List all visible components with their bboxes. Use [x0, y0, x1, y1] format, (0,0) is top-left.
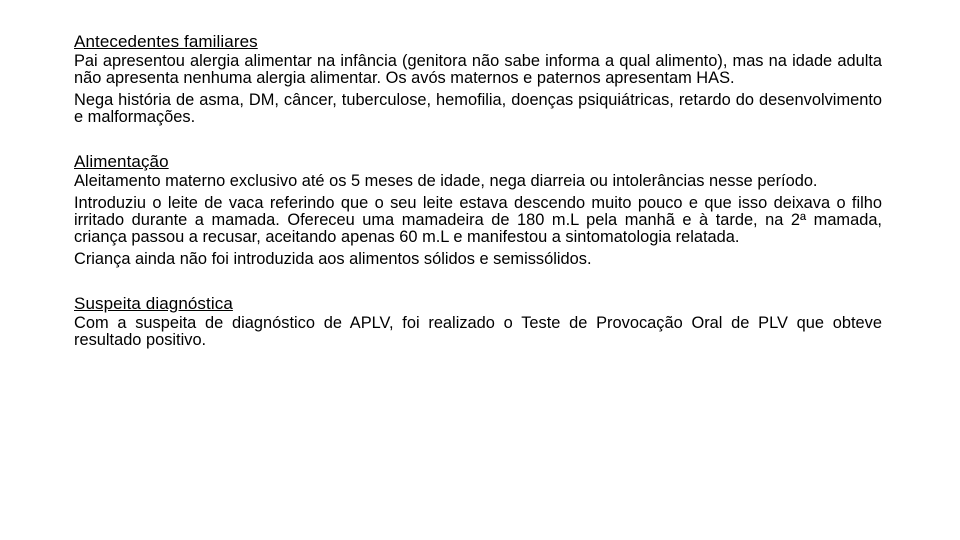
- section-feeding: [74, 152, 882, 268]
- paragraph: Com a suspeita de diagnóstico de APLV, foi realizado o Teste de Provocação Oral de PLV que obteve resultado positivo.: [74, 314, 882, 349]
- section-diagnostic-suspicion: [74, 294, 882, 349]
- section-heading: Suspeita diagnóstica: [74, 294, 233, 313]
- slide-content: [74, 32, 882, 349]
- paragraph: Nega história de asma, DM, câncer, tuberculose, hemofilia, doenças psiquiátricas, retardo do desenvolvimento e malformações.: [74, 91, 882, 126]
- paragraph: Criança ainda não foi introduzida aos alimentos sólidos e semissólidos.: [74, 250, 592, 268]
- section-heading: Alimentação: [74, 152, 169, 171]
- section-family-history: [74, 32, 882, 126]
- section-heading: Antecedentes familiares: [74, 32, 258, 51]
- paragraph: Aleitamento materno exclusivo até os 5 meses de idade, nega diarreia ou intolerâncias nesse período.: [74, 172, 818, 190]
- paragraph: Introduziu o leite de vaca referindo que o seu leite estava descendo muito pouco e que isso deixava o filho irritado durante a mamada. Ofereceu uma mamadeira de 180 m.L pela manhã e à tarde, na 2ª mamada, criança passou a recusar, aceitando apenas 60 m.L e manifestou a sintomatologia relatada.: [74, 194, 882, 246]
- paragraph: Pai apresentou alergia alimentar na infância (genitora não sabe informa a qual alimento), mas na idade adulta não apresenta nenhuma alergia alimentar. Os avós maternos e paternos apresentam HAS.: [74, 52, 882, 87]
